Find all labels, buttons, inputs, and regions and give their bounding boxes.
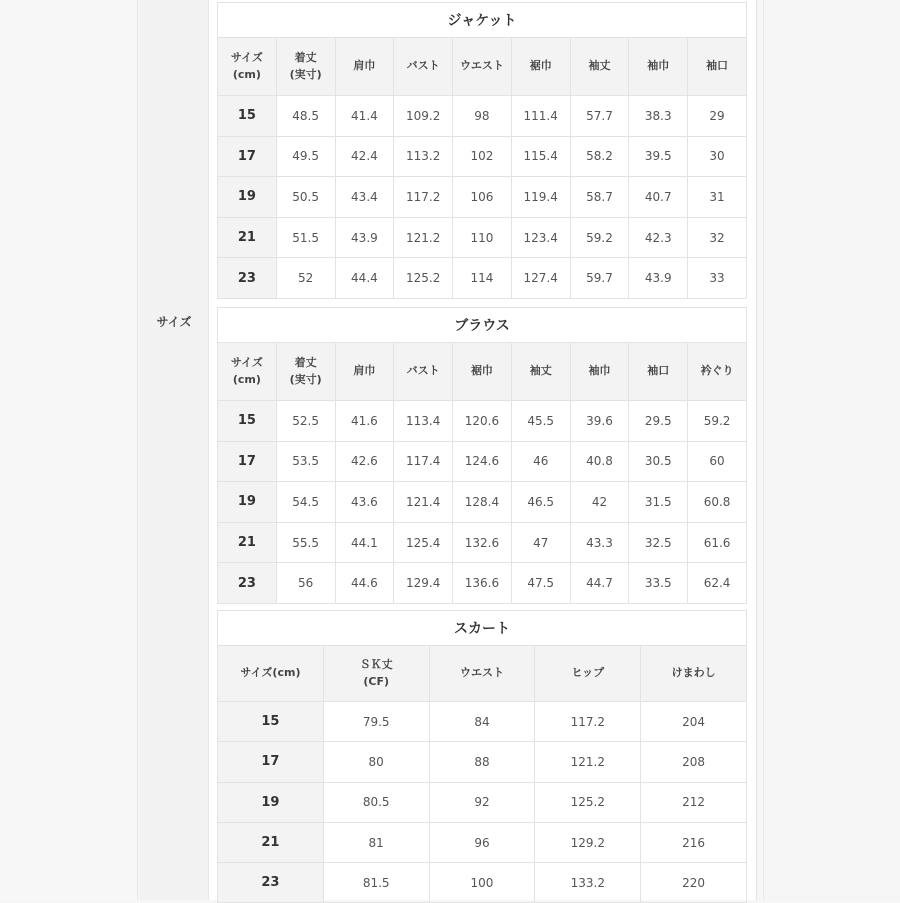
header-row [218,343,747,401]
table-row [218,258,747,299]
size-cell: 21 [218,822,324,862]
table-row [218,177,747,218]
value-cell: 129.2 [535,822,641,862]
value-cell: 41.6 [335,401,394,442]
value-cell: 98 [453,96,512,137]
value-cell: 106 [453,177,512,218]
size-cell: 23 [218,258,277,299]
value-cell: 44.6 [335,563,394,604]
header-subline: (cm) [232,372,261,386]
value-cell: 33 [688,258,747,299]
table-row [218,217,747,258]
column-header [394,343,453,401]
table-row [218,822,747,862]
value-cell: 48.5 [276,96,335,137]
value-cell: 88 [429,742,535,782]
column-header [218,38,277,96]
column-header [429,646,535,702]
value-cell: 117.2 [535,702,641,742]
value-cell: 117.2 [394,177,453,218]
value-cell: 62.4 [688,563,747,604]
value-cell: 42 [570,482,629,523]
table-title: ブラウス [218,308,747,343]
skirt-size-table [217,610,747,903]
value-cell: 55.5 [276,522,335,563]
value-cell: 60.8 [688,482,747,523]
column-header [511,343,570,401]
table-row [218,563,747,604]
column-header [453,38,512,96]
header-line: サイズ [230,356,263,369]
value-cell: 220 [641,863,747,903]
header-line: ＳＫ丈 [359,658,393,671]
value-cell: 52 [276,258,335,299]
column-header [570,343,629,401]
header-subline: (実寸) [289,67,322,81]
size-cell: 17 [218,742,324,782]
header-line: 肩巾 [353,364,376,378]
column-header [218,343,277,401]
value-cell: 33.5 [629,563,688,604]
value-cell: 32.5 [629,522,688,563]
value-cell: 100 [429,863,535,903]
value-cell: 39.5 [629,136,688,177]
value-cell: 40.7 [629,177,688,218]
value-cell: 30 [688,136,747,177]
value-cell: 113.4 [394,401,453,442]
blouse-size-table [217,307,747,604]
value-cell: 125.4 [394,522,453,563]
value-cell: 58.7 [570,177,629,218]
value-cell: 133.2 [535,863,641,903]
header-line: 着丈 [294,51,317,64]
value-cell: 121.2 [394,217,453,258]
size-cell: 21 [218,522,277,563]
value-cell: 43.6 [335,482,394,523]
value-cell: 45.5 [511,401,570,442]
column-header [276,38,335,96]
value-cell: 38.3 [629,96,688,137]
header-line: バスト [406,59,440,73]
value-cell: 80.5 [323,782,429,822]
value-cell: 61.6 [688,522,747,563]
header-line: 肩巾 [353,59,376,73]
value-cell: 44.4 [335,258,394,299]
header-subline: (cm) [232,67,261,81]
value-cell: 43.9 [335,217,394,258]
jacket-size-table [217,2,747,299]
value-cell: 43.4 [335,177,394,218]
column-header [641,646,747,702]
value-cell: 58.2 [570,136,629,177]
header-line: 衿ぐり [700,364,734,378]
header-row [218,38,747,96]
value-cell: 111.4 [511,96,570,137]
value-cell: 52.5 [276,401,335,442]
column-header [394,38,453,96]
size-cell: 17 [218,441,277,482]
value-cell: 80 [323,742,429,782]
value-cell: 47 [511,522,570,563]
row-label: サイズ [156,315,192,329]
value-cell: 120.6 [453,401,512,442]
header-line: 袖丈 [588,59,611,73]
value-cell: 132.6 [453,522,512,563]
value-cell: 46.5 [511,482,570,523]
size-cell: 15 [218,401,277,442]
value-cell: 124.6 [453,441,512,482]
header-line: 袖口 [706,59,729,73]
value-cell: 113.2 [394,136,453,177]
value-cell: 125.2 [394,258,453,299]
header-line: サイズ(cm) [240,666,301,680]
value-cell: 136.6 [453,563,512,604]
value-cell: 114 [453,258,512,299]
value-cell: 57.7 [570,96,629,137]
value-cell: 51.5 [276,217,335,258]
table-row [218,96,747,137]
column-header [335,343,394,401]
value-cell: 31.5 [629,482,688,523]
size-cell: 21 [218,217,277,258]
value-cell: 46 [511,441,570,482]
value-cell: 109.2 [394,96,453,137]
value-cell: 79.5 [323,702,429,742]
value-cell: 117.4 [394,441,453,482]
column-header [629,38,688,96]
value-cell: 81.5 [323,863,429,903]
value-cell: 32 [688,217,747,258]
size-cell: 23 [218,563,277,604]
value-cell: 125.2 [535,782,641,822]
value-cell: 119.4 [511,177,570,218]
value-cell: 60 [688,441,747,482]
header-line: 裾巾 [529,59,552,73]
value-cell: 81 [323,822,429,862]
value-cell: 59.2 [688,401,747,442]
table-row [218,782,747,822]
value-cell: 123.4 [511,217,570,258]
value-cell: 44.7 [570,563,629,604]
table-row [218,136,747,177]
value-cell: 212 [641,782,747,822]
value-cell: 30.5 [629,441,688,482]
value-cell: 50.5 [276,177,335,218]
value-cell: 102 [453,136,512,177]
header-line: 裾巾 [470,364,493,378]
value-cell: 59.7 [570,258,629,299]
value-cell: 42.3 [629,217,688,258]
value-cell: 43.3 [570,522,629,563]
column-header [688,343,747,401]
value-cell: 208 [641,742,747,782]
value-cell: 110 [453,217,512,258]
row-label-column [139,0,209,900]
header-line: 袖丈 [529,364,552,378]
value-cell: 96 [429,822,535,862]
table-row [218,742,747,782]
value-cell: 216 [641,822,747,862]
column-header [335,38,394,96]
column-header [276,343,335,401]
column-header [570,38,629,96]
header-line: 袖口 [647,364,670,378]
table-row [218,522,747,563]
value-cell: 53.5 [276,441,335,482]
value-cell: 43.9 [629,258,688,299]
value-cell: 39.6 [570,401,629,442]
table-row [218,702,747,742]
column-header [218,646,324,702]
value-cell: 40.8 [570,441,629,482]
column-header [688,38,747,96]
size-cell: 15 [218,96,277,137]
value-cell: 56 [276,563,335,604]
header-line: バスト [406,364,440,378]
column-header [453,343,512,401]
value-cell: 129.4 [394,563,453,604]
table-row [218,482,747,523]
value-cell: 42.6 [335,441,394,482]
value-cell: 31 [688,177,747,218]
header-line: サイズ [230,51,263,64]
value-cell: 29 [688,96,747,137]
table-title: スカート [218,611,747,646]
table-row [218,441,747,482]
value-cell: 204 [641,702,747,742]
value-cell: 49.5 [276,136,335,177]
header-line: ウエスト [459,666,504,680]
header-line: けまわし [671,666,716,680]
value-cell: 84 [429,702,535,742]
column-header [323,646,429,702]
header-line: ヒップ [571,666,605,680]
table-row [218,401,747,442]
size-cell: 15 [218,702,324,742]
size-cell: 23 [218,863,324,903]
size-cell: 17 [218,136,277,177]
header-line: 袖巾 [588,364,611,378]
value-cell: 29.5 [629,401,688,442]
right-margin [763,0,900,900]
column-header [629,343,688,401]
column-header [511,38,570,96]
value-cell: 121.4 [394,482,453,523]
header-line: 着丈 [294,356,317,369]
value-cell: 92 [429,782,535,822]
value-cell: 128.4 [453,482,512,523]
value-cell: 54.5 [276,482,335,523]
left-margin [0,0,138,900]
header-line: 袖巾 [647,59,670,73]
value-cell: 42.4 [335,136,394,177]
size-cell: 19 [218,482,277,523]
value-cell: 121.2 [535,742,641,782]
size-cell: 19 [218,177,277,218]
value-cell: 115.4 [511,136,570,177]
header-subline: (実寸) [289,372,322,386]
value-cell: 44.1 [335,522,394,563]
size-cell: 19 [218,782,324,822]
header-subline: (CF) [363,674,390,688]
header-line: ウエスト [459,59,504,73]
value-cell: 127.4 [511,258,570,299]
table-title: ジャケット [218,3,747,38]
value-cell: 47.5 [511,563,570,604]
column-header [535,646,641,702]
value-cell: 41.4 [335,96,394,137]
table-row [218,863,747,903]
header-row [218,646,747,702]
value-cell: 59.2 [570,217,629,258]
